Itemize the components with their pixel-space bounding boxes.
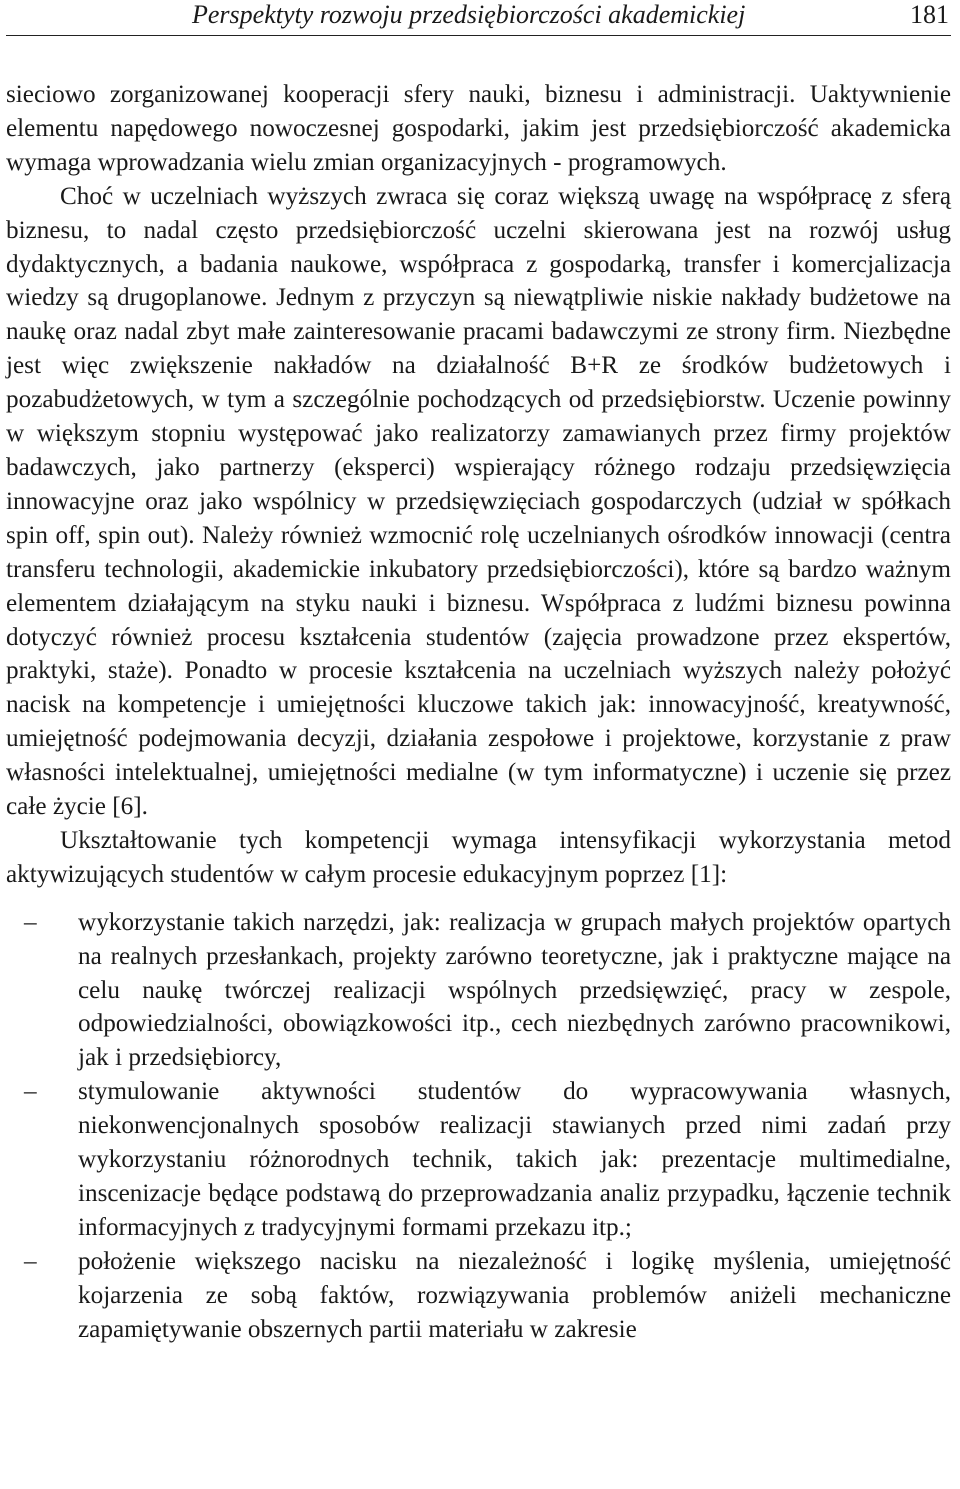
- document-page: [6, 0, 951, 1347]
- running-header: [6, 0, 951, 36]
- dash-marker: –: [24, 1247, 37, 1275]
- paragraph: Choć w uczelniach wyższych zwraca się coraz większą uwagę na współpracę z sferą biznesu, to nadal często przedsiębiorczość uczelni skierowana jest na rozwój usług dydaktycznych, a badania naukowe, współpraca z gospodarką, transfer i komercjalizacja wiedzy są drugoplanowe. Jednym z przyczyn są niewątpliwie niskie nakłady budżetowe na naukę oraz nadal zbyt małe zainteresowanie pracami badawczymi ze strony firm. Niezbędne jest więc zwiększenie nakładów na działalność B+R ze środków budżetowych i pozabudżetowych, w tym a szczególnie pochodzących od przedsiębiorstw. Uczenie powinny w większym stopniu występować jako realizatorzy zamawianych przez firmy projektów badawczych, jako partnerzy (eksperci) wspierający różnego rodzaju przedsięwzięcia innowacyjne oraz jako wspólnicy w przedsięwzięciach gospodarczych (udział w spółkach spin off, spin out). Należy również wzmocnić rolę uczelnianych ośrodków innowacji (centra transferu technologii, akademickie inkubatory przedsiębiorczości), które są bardzo ważnym elementem działającym na styku nauki i biznesu. Współpraca z ludźmi biznesu powinna dotyczyć również procesu kształcenia studentów (zajęcia prowadzone przez ekspertów, praktyki, staże). Ponadto w procesie kształcenia na uczelniach wyższych należy położyć nacisk na kompetencje i umiejętności kluczowe takich jak: innowacyjność, kreatywność, umiejętność podejmowania decyzji, działania zespołowe i projektowe, korzystanie z praw własności intelektualnej, umiejętności medialne (w tym informatyczne) i uczenie się przez całe życie [6].: [6, 182, 951, 821]
- list-item: [6, 1245, 951, 1347]
- paragraph-continuation: sieciowo zorganizowanej kooperacji sfery nauki, biznesu i administracji. Uaktywnienie elementu napędowego nowoczesnej gospodarki, jakim jest przedsiębiorczość akademicka wymaga wprowadzania wielu zmian organizacyjnych - programowych.: [6, 81, 951, 176]
- page-number: 181: [910, 0, 949, 29]
- list-item: [6, 1075, 951, 1245]
- list-item-text: położenie większego nacisku na niezależność i logikę myślenia, umiejętność kojarzenia ze sobą faktów, rozwiązywania problemów aniżeli mechaniczne zapamiętywanie obszernych partii materiału w zakresie: [78, 1247, 951, 1343]
- dash-list: [6, 906, 951, 1347]
- running-title: Perspektyty rozwoju przedsiębiorczości akademickiej: [192, 0, 746, 29]
- dash-marker: –: [24, 1078, 37, 1106]
- dash-marker: –: [24, 908, 37, 936]
- list-item: [6, 906, 951, 1076]
- list-item-text: stymulowanie aktywności studentów do wypracowywania własnych, niekonwencjonalnych sposobów realizacji stawianych przed nimi zadań przy wykorzystaniu różnorodnych technik, takich jak: prezentacje multimedialne, inscenizacje będące podstawą do przeprowadzania analiz przypadku, łączenie technik informacyjnych z tradycyjnymi formami przekazu itp.;: [78, 1078, 951, 1241]
- paragraph: Ukształtowanie tych kompetencji wymaga intensyfikacji wykorzystania metod aktywizujących studentów w całym procesie edukacyjnym poprzez [1]:: [6, 826, 951, 888]
- list-item-text: wykorzystanie takich narzędzi, jak: realizacja w grupach małych projektów opartych na realnych przesłankach, projekty zarówno teoretyczne, jak i praktyczne mające na celu naukę twórczej realizacji wspólnych przedsięwzięć, pracy w zespole, odpowiedzialności, obowiązkowości itp., cech niezbędnych zarówno pracownikowi, jak i przedsiębiorcy,: [78, 908, 951, 1072]
- body-text: [6, 78, 951, 1347]
